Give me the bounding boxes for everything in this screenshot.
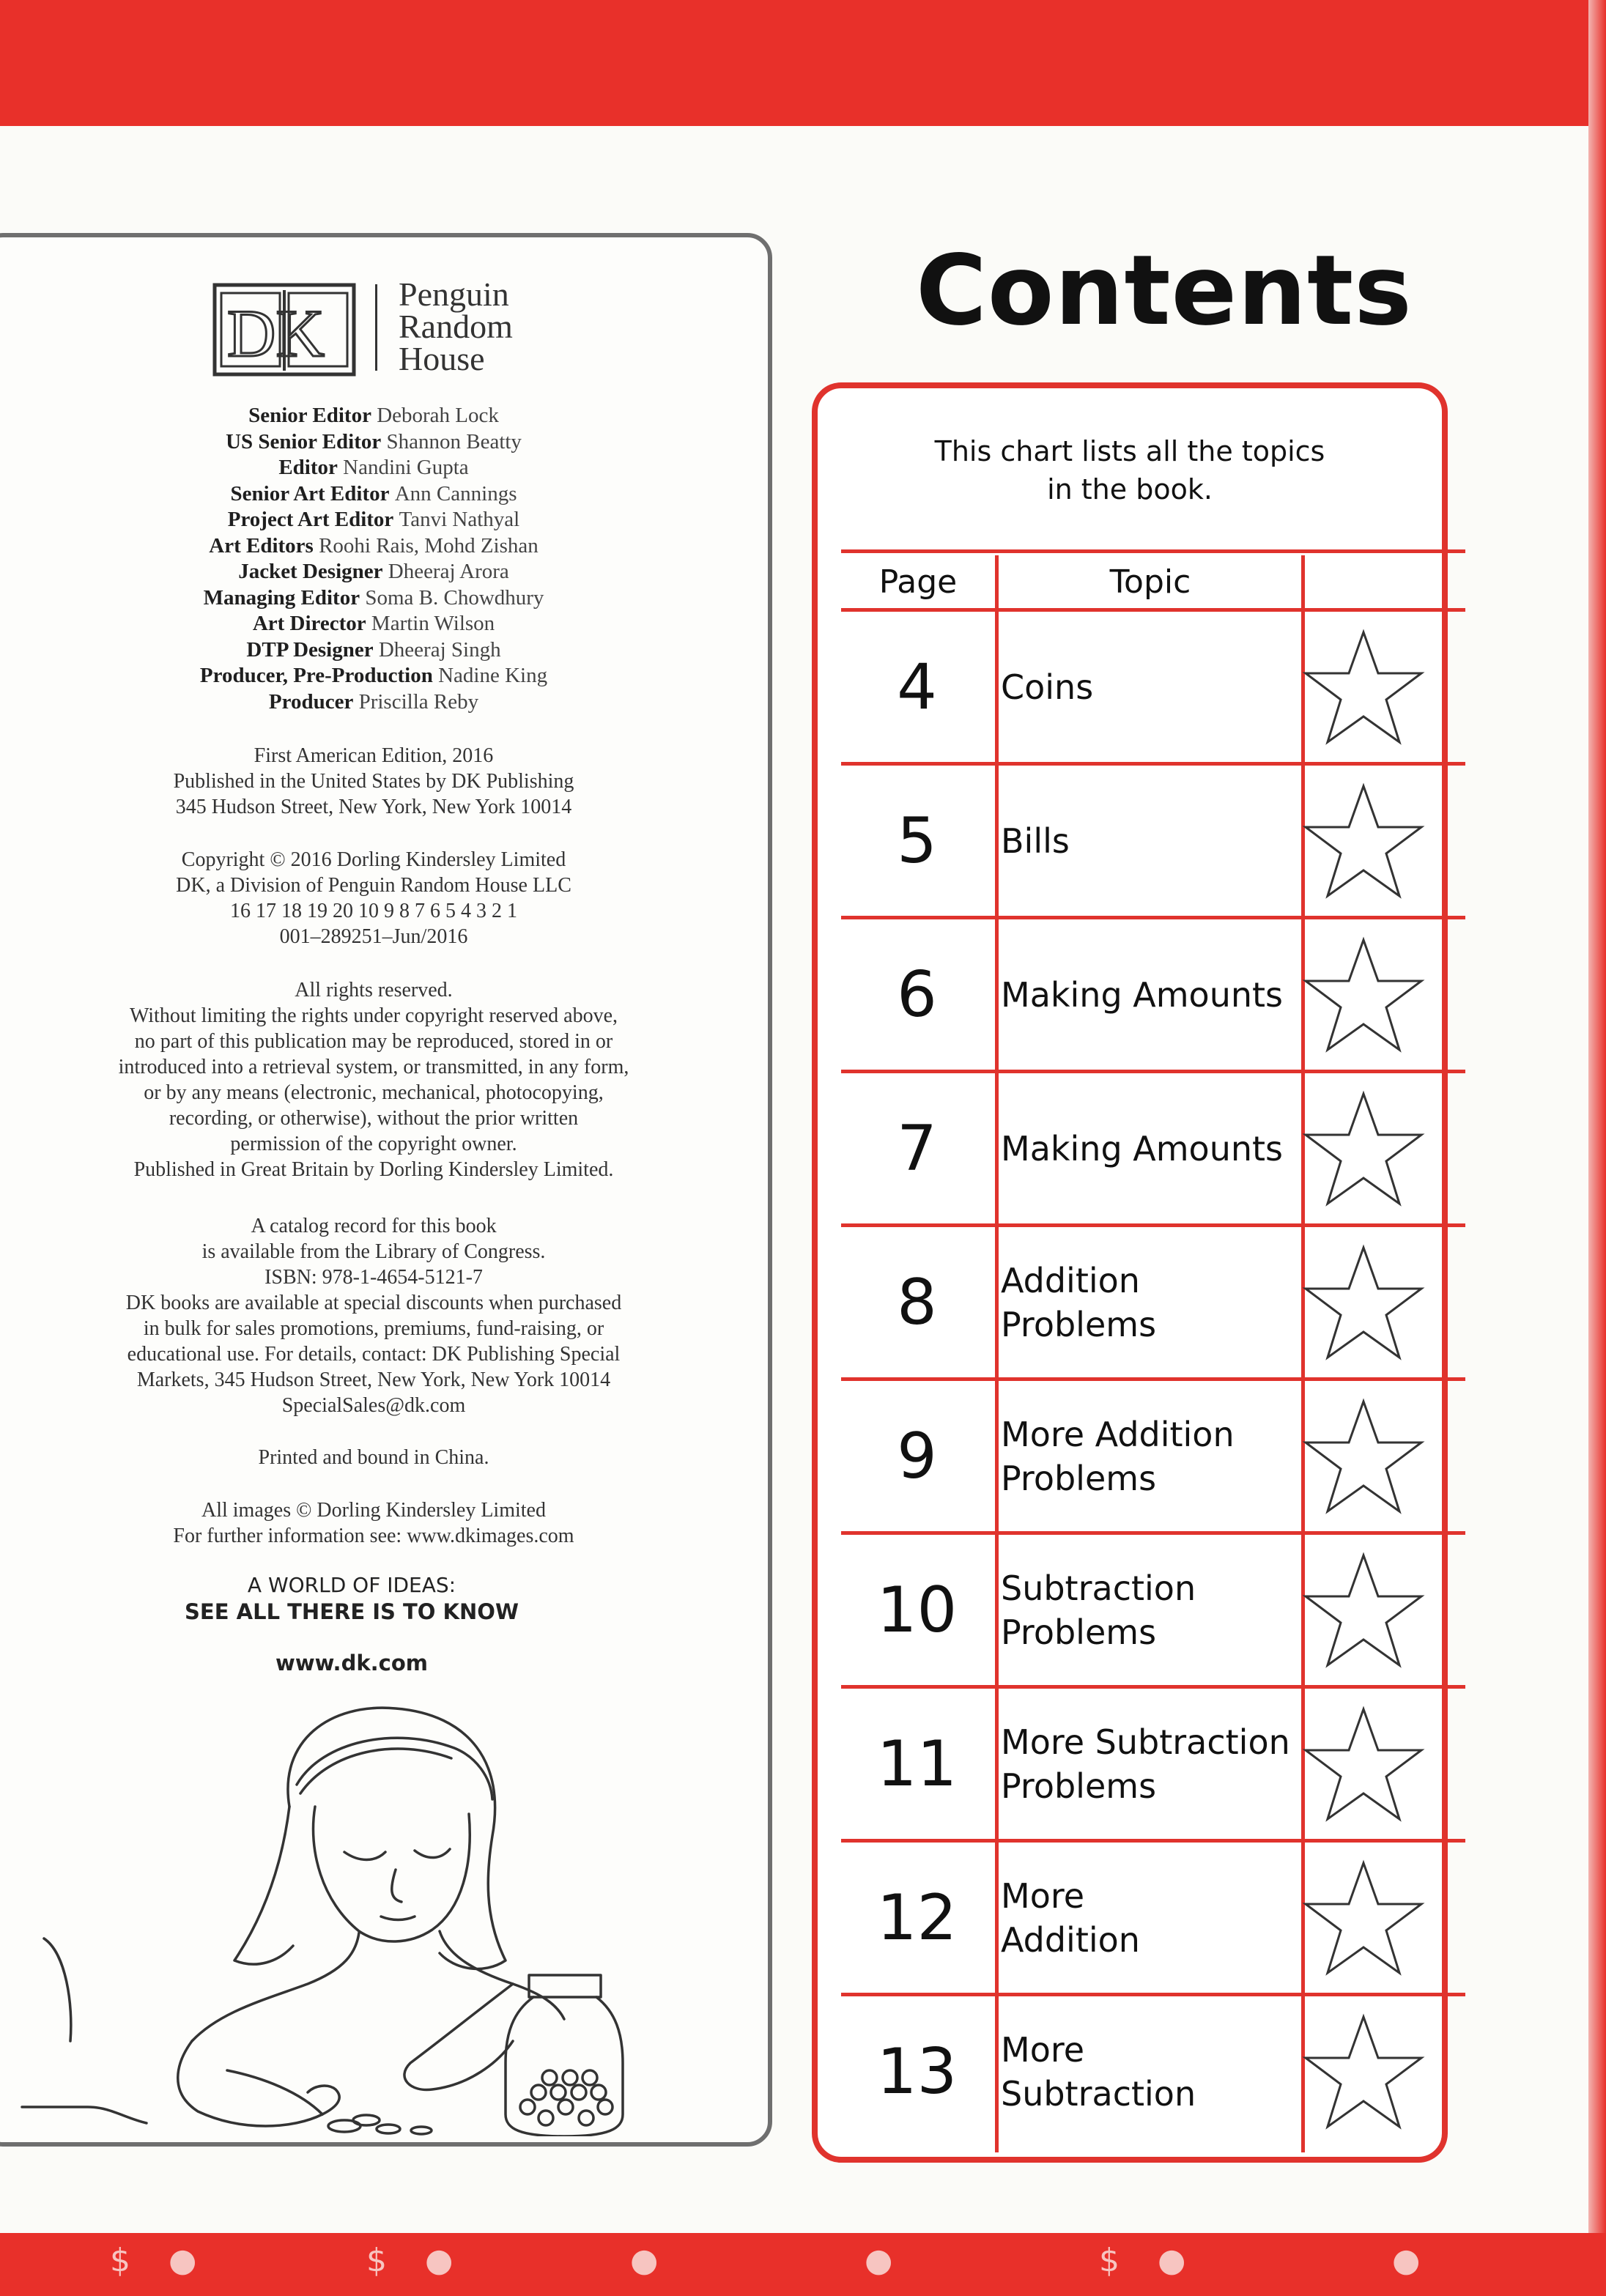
topic-line: More Subtraction xyxy=(1001,1722,1290,1762)
credit-row xyxy=(44,559,703,585)
contents-row xyxy=(841,1843,1465,1996)
logo-divider xyxy=(375,284,377,371)
topic-line: Addition xyxy=(1001,1919,1140,1960)
page-number: 4 xyxy=(897,650,937,724)
catalog-line: SpecialSales@dk.com xyxy=(281,1394,466,1417)
credit-row xyxy=(44,455,703,481)
page-number: 8 xyxy=(897,1265,937,1339)
rights-line: All rights reserved. xyxy=(295,979,453,1001)
rights-line: permission of the copyright owner. xyxy=(230,1133,517,1155)
catalog-line: educational use. For details, contact: DK Publishing Special xyxy=(127,1343,621,1366)
credit-row xyxy=(44,611,703,637)
topic-line: Problems xyxy=(1001,1304,1157,1344)
credit-row xyxy=(44,689,703,716)
imprint-line: Random xyxy=(399,308,513,345)
bottom-pattern-band xyxy=(0,2233,1606,2296)
credit-row xyxy=(44,403,703,429)
topic-name xyxy=(1001,1381,1294,1531)
intro-line: in the book. xyxy=(1047,473,1213,506)
star-outline-icon[interactable] xyxy=(1301,1859,1426,1980)
credit-role: Senior Editor xyxy=(248,404,371,427)
credit-row xyxy=(44,637,703,664)
star-outline-icon[interactable] xyxy=(1301,2012,1426,2133)
contents-row xyxy=(841,612,1465,766)
star-outline-icon[interactable] xyxy=(1301,1089,1426,1210)
catalog-line: is available from the Library of Congress. xyxy=(201,1240,546,1263)
credit-role: Producer xyxy=(268,689,354,714)
credit-name: Nadine King xyxy=(438,664,548,687)
credit-row xyxy=(44,429,703,456)
images-line: For further information see: www.dkimages.com xyxy=(173,1525,574,1547)
credit-name: Ann Cannings xyxy=(394,481,517,506)
copyright-line: Copyright © 2016 Dorling Kindersley Limited xyxy=(181,848,566,871)
topic-line: Problems xyxy=(1001,1766,1157,1806)
publisher-slogan xyxy=(73,1572,630,1676)
topic-name xyxy=(1001,1073,1294,1223)
dollar-sign-icon: $ xyxy=(366,2242,387,2279)
images-line: All images © Dorling Kindersley Limited xyxy=(201,1499,546,1522)
catalog-line: ISBN: 978-1-4654-5121-7 xyxy=(264,1266,483,1289)
chart-intro xyxy=(818,432,1442,508)
rights-line: Without limiting the rights under copyright reserved above, xyxy=(129,1004,618,1027)
page-number: 7 xyxy=(897,1111,937,1185)
star-outline-icon[interactable] xyxy=(1301,1397,1426,1518)
svg-text:DK: DK xyxy=(227,296,325,371)
coin-icon: ● xyxy=(425,2242,454,2279)
topic-line: More Addition xyxy=(1001,1414,1235,1454)
credit-name: Priscilla Reby xyxy=(358,689,479,714)
printed-info xyxy=(44,1445,703,1470)
page-title: Contents xyxy=(916,234,1413,347)
coin-icon: ● xyxy=(1392,2242,1421,2279)
topic-name xyxy=(1001,766,1294,916)
credit-name: Roohi Rais, Mohd Zishan xyxy=(319,533,539,558)
credit-role: Project Art Editor xyxy=(227,508,394,531)
topic-line: Subtraction xyxy=(1001,1568,1196,1608)
star-outline-icon[interactable] xyxy=(1301,1243,1426,1364)
coin-icon: ● xyxy=(1158,2242,1186,2279)
topic-name xyxy=(1001,1535,1294,1685)
topic-line: Making Amounts xyxy=(1001,974,1284,1015)
credit-role: Jacket Designer xyxy=(238,560,383,583)
open-book-icon xyxy=(212,283,356,377)
dollar-sign-icon: $ xyxy=(1099,2242,1120,2279)
credit-name: Nandini Gupta xyxy=(343,456,469,479)
coin-icon: ● xyxy=(630,2242,659,2279)
website-link[interactable]: www.dk.com xyxy=(275,1651,428,1675)
contents-row xyxy=(841,766,1465,919)
credit-name: Soma B. Chowdhury xyxy=(365,585,544,610)
page-number: 10 xyxy=(876,1573,958,1647)
star-outline-icon[interactable] xyxy=(1301,936,1426,1056)
catalog-line: A catalog record for this book xyxy=(251,1215,497,1237)
copyright-line: 001–289251–Jun/2016 xyxy=(279,925,468,948)
copyright-line: 16 17 18 19 20 10 9 8 7 6 5 4 3 2 1 xyxy=(230,900,517,922)
contents-row xyxy=(841,1227,1465,1381)
topic-line: Addition xyxy=(1001,1260,1140,1300)
images-credit xyxy=(44,1497,703,1549)
star-outline-icon[interactable] xyxy=(1301,628,1426,749)
contents-row xyxy=(841,1689,1465,1843)
credit-role: Art Director xyxy=(252,612,366,635)
topic-line: Bills xyxy=(1001,821,1070,861)
topic-line: Subtraction xyxy=(1001,2073,1196,2114)
slogan-line: A WORLD OF IDEAS: xyxy=(247,1573,456,1597)
coin-icon: ● xyxy=(865,2242,893,2279)
rights-line: introduced into a retrieval system, or transmitted, in any form, xyxy=(118,1056,629,1078)
rights-notice xyxy=(44,977,703,1182)
credit-name: Martin Wilson xyxy=(371,612,495,635)
credit-name: Tanvi Nathyal xyxy=(399,508,520,531)
credit-role: DTP Designer xyxy=(246,637,374,662)
credit-row xyxy=(44,507,703,533)
catalog-line: Markets, 345 Hudson Street, New York, New York 10014 xyxy=(136,1369,611,1391)
edition-line: 345 Hudson Street, New York, New York 10014 xyxy=(175,796,572,818)
credit-name: Dheeraj Singh xyxy=(378,637,501,662)
topic-name xyxy=(1001,1689,1294,1839)
contents-row xyxy=(841,1535,1465,1689)
column-header-page: Page xyxy=(878,563,958,601)
printed-line: Printed and bound in China. xyxy=(258,1446,489,1469)
topic-name xyxy=(1001,1227,1294,1377)
credit-role: Senior Art Editor xyxy=(230,481,390,506)
girl-counting-coins-illustration xyxy=(0,1697,733,2136)
imprint-name xyxy=(399,275,513,377)
imprint-line: Penguin xyxy=(399,275,509,313)
credit-role: US Senior Editor xyxy=(226,429,382,453)
credit-row xyxy=(44,585,703,612)
page-number: 12 xyxy=(876,1881,958,1955)
credit-row xyxy=(44,481,703,508)
imprint-line: House xyxy=(399,340,485,377)
credit-row xyxy=(44,663,703,689)
page-number: 13 xyxy=(876,2034,958,2108)
coin-icon: ● xyxy=(169,2242,197,2279)
page-number: 6 xyxy=(897,958,937,1032)
page-number: 9 xyxy=(897,1419,937,1493)
topic-name xyxy=(1001,1843,1294,1993)
publisher-logo xyxy=(212,275,549,388)
credit-role: Managing Editor xyxy=(203,585,360,610)
contents-row xyxy=(841,1996,1465,2150)
catalog-info xyxy=(44,1213,703,1418)
intro-line: This chart lists all the topics xyxy=(934,435,1325,467)
edition-line: First American Edition, 2016 xyxy=(254,744,494,767)
topic-name xyxy=(1001,612,1294,762)
credit-row xyxy=(44,533,703,560)
credit-name: Dheeraj Arora xyxy=(388,560,509,583)
contents-row xyxy=(841,1381,1465,1535)
edition-info xyxy=(44,743,703,820)
rights-line: recording, or otherwise), without the prior written xyxy=(169,1107,579,1130)
page-edge xyxy=(1588,0,1606,2296)
topic-line: Making Amounts xyxy=(1001,1128,1284,1169)
catalog-line: DK books are available at special discounts when purchased xyxy=(125,1292,622,1314)
star-outline-icon[interactable] xyxy=(1301,782,1426,903)
credit-role: Producer, Pre-Production xyxy=(199,664,433,687)
divider xyxy=(841,549,1465,553)
star-outline-icon[interactable] xyxy=(1301,1705,1426,1826)
star-outline-icon[interactable] xyxy=(1301,1551,1426,1672)
slogan-line: SEE ALL THERE IS TO KNOW xyxy=(185,1599,519,1624)
copyright-line: DK, a Division of Penguin Random House LLC xyxy=(176,874,571,897)
topic-line: More xyxy=(1001,2029,1085,2070)
dollar-sign-icon: $ xyxy=(110,2242,130,2279)
copyright-info xyxy=(44,847,703,949)
column-header-topic: Topic xyxy=(1109,563,1191,601)
topic-line: More xyxy=(1001,1875,1085,1916)
credit-name: Deborah Lock xyxy=(377,404,499,427)
topic-line: Problems xyxy=(1001,1458,1157,1498)
edition-line: Published in the United States by DK Publishing xyxy=(173,770,574,793)
topic-line: Problems xyxy=(1001,1612,1157,1652)
credit-role: Art Editors xyxy=(209,533,314,558)
contents-row xyxy=(841,919,1465,1073)
rights-line: or by any means (electronic, mechanical, photocopying, xyxy=(144,1081,604,1104)
page-number: 5 xyxy=(897,804,937,878)
catalog-line: in bulk for sales promotions, premiums, fund-raising, or xyxy=(143,1317,604,1340)
topic-name xyxy=(1001,1996,1294,2147)
rights-line: Published in Great Britain by Dorling Kindersley Limited. xyxy=(133,1158,614,1181)
credit-name: Shannon Beatty xyxy=(386,429,522,453)
topic-line: Coins xyxy=(1001,667,1094,707)
topic-name xyxy=(1001,919,1294,1070)
credit-role: Editor xyxy=(278,456,338,479)
staff-credits xyxy=(44,403,703,715)
contents-row xyxy=(841,1073,1465,1227)
page-number: 11 xyxy=(876,1727,958,1801)
top-color-band xyxy=(0,0,1606,126)
rights-line: no part of this publication may be reproduced, stored in or xyxy=(134,1030,613,1053)
